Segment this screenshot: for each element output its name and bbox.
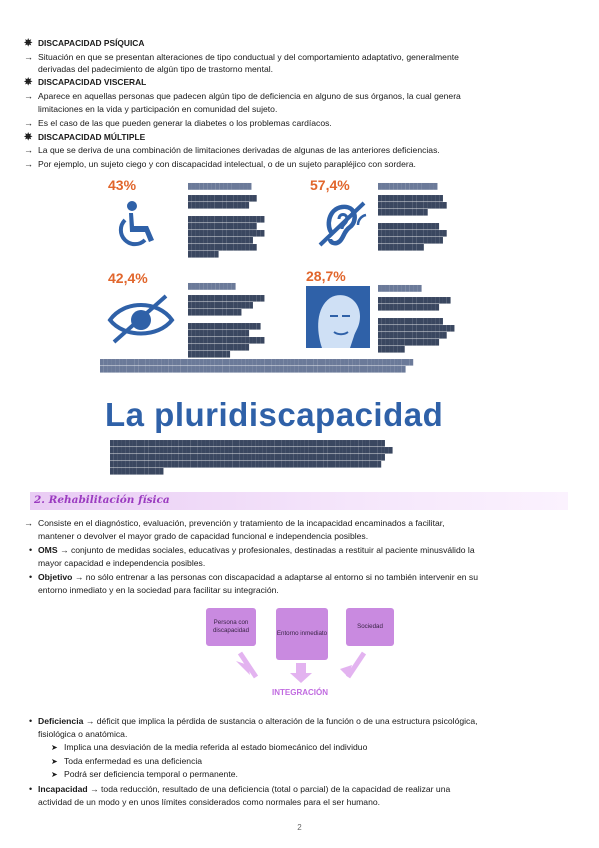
arrow-icon: → <box>24 518 33 528</box>
heading-psiquica: ✵ DISCAPACIDAD PSÍQUICA <box>24 38 145 49</box>
stat-percentage: 28,7% <box>306 268 346 284</box>
list-item: → Situación en que se presentan alteraciones de tipo conductual y del comportamiento adaptativo, generalmente <box>24 52 459 62</box>
stat-blurred-text: ████████████████████ █████████████████ ██████████████ ███████████████████ ████████████████ ████████████████████ ████████████████ ███████████ <box>188 296 265 358</box>
face-icon <box>306 286 370 348</box>
section-title: 2. Rehabilitación física <box>34 494 170 506</box>
sub-item: ➤ Toda enfermedad es una deficiencia <box>51 756 203 766</box>
list-item-cont: derivadas del padecimiento de algún tipo de trastorno mental. <box>38 64 274 74</box>
integration-label: INTEGRACIÓN <box>272 688 328 697</box>
bullet-icon: • <box>29 572 33 582</box>
list-item: → Consiste en el diagnóstico, evaluación, prevención y tratamiento de la incapacidad encaminados a facilitar, <box>24 518 445 528</box>
stat-caption: ███████████ <box>378 286 422 292</box>
eye-icon <box>106 290 176 346</box>
list-item: → La que se deriva de una combinación de limitaciones derivadas de algunas de las anteriores deficiencias. <box>24 145 440 155</box>
arrow-icon: → <box>24 145 33 155</box>
list-item-cont: entorno inmediato y en la sociedad para facilitar su integración. <box>38 585 279 595</box>
chevron-right-icon: ➤ <box>51 757 58 766</box>
bullet-star-icon: ✵ <box>24 132 33 143</box>
arrow-icon: → <box>24 159 33 169</box>
bullet-icon: • <box>29 545 33 555</box>
stat-caption: ████████████ <box>188 284 236 290</box>
heading-multiple: ✵ DISCAPACIDAD MÚLTIPLE <box>24 132 146 143</box>
stat-blurred-text: ███████████████████ ████████████████ █████████████████ ████████████████████ ██████████████████ ████████████████ ███████ <box>378 298 455 353</box>
list-item-cont: mayor capacidad e independencia posibles. <box>38 558 206 568</box>
pluridiscapacidad-title: La pluridiscapacidad <box>105 396 444 433</box>
stat-percentage: 43% <box>108 177 137 193</box>
bullet-icon: • <box>29 784 33 794</box>
arrow-icon: → <box>24 52 33 62</box>
list-item: • OMS → conjunto de medidas sociales, educativas y profesionales, destinadas a restituir al paciente minusválido la <box>29 545 475 555</box>
page-number: 2 <box>297 823 302 832</box>
list-item-cont: mantener o devolver el mayor grado de capacidad funcional e independencia posibles. <box>38 531 369 541</box>
stat-caption: ███████████████ <box>378 184 438 190</box>
hearing-impaired-icon <box>312 197 372 249</box>
list-item: → Por ejemplo, un sujeto ciego y con discapacidad intelectual, o de un sujeto parapléjico con sordera. <box>24 159 416 169</box>
arrow-icon: → <box>24 91 33 101</box>
list-item: → Es el caso de las que pueden generar la diabetes o los problemas cardíacos. <box>24 118 332 128</box>
stat-percentage: 57,4% <box>310 177 350 193</box>
list-item: • Deficiencia → déficit que implica la pérdida de sustancia o alteración de la función o de una estructura psicológica, <box>29 716 478 726</box>
stat-percentage: 42,4% <box>108 270 148 286</box>
diagram-box: Entorno inmediato <box>276 608 328 660</box>
sub-item: ➤ Implica una desviación de la media referida al estado biomecánico del individuo <box>51 742 368 752</box>
infographic-footnote: ██████████████████████████████████████████████████████████████████████████████████ ████████████████████████████████████████████████████████████████████████████████ <box>100 360 414 373</box>
list-item: → Aparece en aquellas personas que padecen algún tipo de deficiencia en alguno de sus órganos, la cual genera <box>24 91 461 101</box>
heading-visceral: ✵ DISCAPACIDAD VISCERAL <box>24 77 147 88</box>
list-item-cont: actividad de un modo y en unos límites considerados como normales para el ser humano. <box>38 797 381 807</box>
wheelchair-icon <box>108 200 170 248</box>
stat-caption: ████████████████ <box>188 184 252 190</box>
bullet-star-icon: ✵ <box>24 77 33 88</box>
disability-stats-infographic <box>100 172 500 387</box>
bullet-icon: • <box>29 716 33 726</box>
list-item: • Incapacidad → toda reducción, resultado de una deficiencia (total o parcial) de la capacidad de realizar una <box>29 784 451 794</box>
arrow-icon: → <box>24 118 33 128</box>
list-item-cont: limitaciones en la vida y participación en comunidad del sujeto. <box>38 104 278 114</box>
bullet-star-icon: ✵ <box>24 38 33 49</box>
section-header <box>30 492 568 510</box>
stat-blurred-text: ██████████████████ ████████████████ ████████████████████ ██████████████████ ████████████████████ █████████████████ ██████████████████ ████████ <box>188 196 265 258</box>
integration-diagram <box>200 603 400 703</box>
list-item: • Objetivo → no sólo entrenar a las personas con discapacidad a adaptarse al entorno si no también intervenir en su <box>29 572 478 582</box>
sub-item: ➤ Podrá ser deficiencia temporal o permanente. <box>51 769 238 779</box>
diagram-box: Sociedad <box>346 608 394 646</box>
list-item-cont: fisiológica o anatómica. <box>38 729 128 739</box>
stat-blurred-text: █████████████████ ██████████████████ █████████████ ████████████████ ██████████████████ █████████████████ ████████████ <box>378 196 447 251</box>
pluridiscapacidad-blurred-text: ████████████████████████████████████████████████████████████████████████ ██████████████████████████████████████████████████████████████████████████ ████████████████████████████████████████████████████████████████████████ ███████████████████████████████████████████████████████████████████████ ██████████████ <box>110 441 393 475</box>
diagram-box: Persona con discapacidad <box>206 608 256 646</box>
chevron-right-icon: ➤ <box>51 770 58 779</box>
chevron-right-icon: ➤ <box>51 743 58 752</box>
